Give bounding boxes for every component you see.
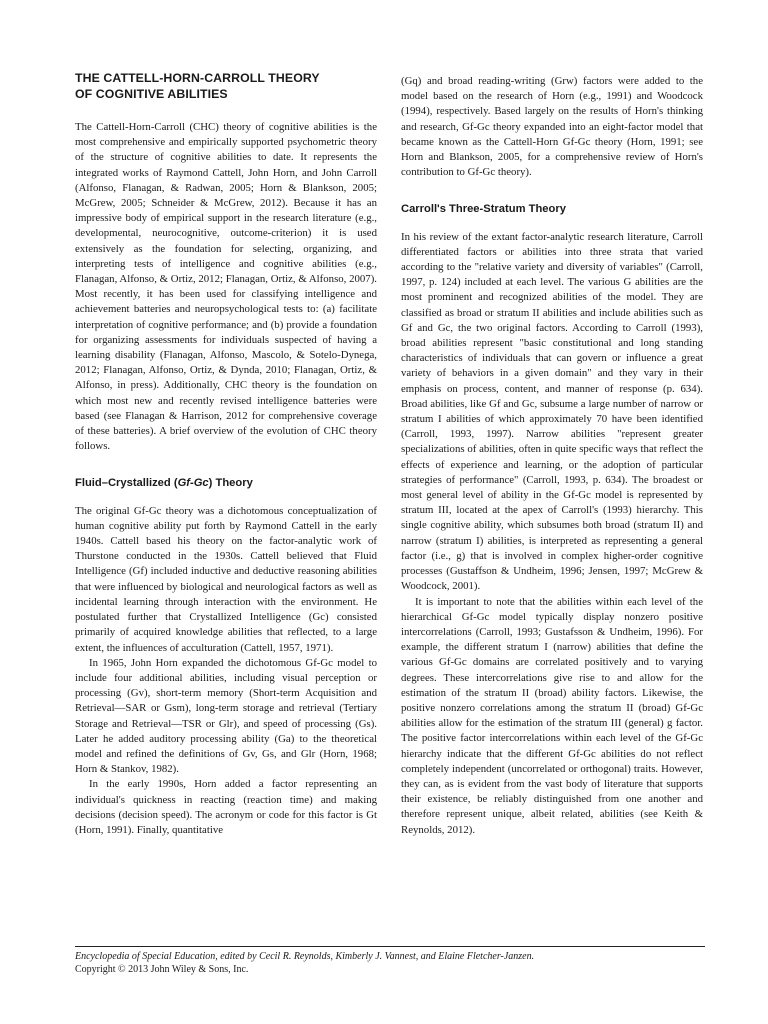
heading-prefix: Fluid–Crystallized ( <box>75 477 178 490</box>
continued-paragraph: (Gq) and broad reading-writing (Grw) factors were added to the model based on the research of Horn (e.g., 1991) and Woodcock (1994), respectively. Based largely on the results of Horn's thinking and research, Gf-Gc theory expanded into an eight-factor model that became known as the Cattell-Horn Gf-Gc theory (Horn, 1991; see Horn and Blankson, 2005, for a comprehensive review of Horn's contribution to Gf-Gc theory). <box>401 75 703 179</box>
title-line-2: OF COGNITIVE ABILITIES <box>75 87 228 101</box>
carroll-paragraph-2: It is important to note that the abilities within each level of the hierarchical Gf-Gc model typically display nonzero positive intercorrelations (Carroll, 1993; Gustafsson & Undheim, 1996). For example, the different stratum I (narrow) abilities that define the various Gf-Gc domains are correlated positively and to varying degrees. These intercorrelations give rise to and allow for the estimation of the stratum II (broad) ability factors. Likewise, the positive nonzero correlations among the stratum II (broad) Gf-Gc abilities allow for the estimation of the stratum III (general) g factor. The positive factor intercorrelations within each level of the Gf-Gc hierarchy indicate that the different Gf-Gc abilities do not reflect completely independent (uncorrelated or orthogonal) traits. However, they can, as is evident from the vast body of literature that supports their existence, be reliably distinguished from one another and therefore represent unique, albeit related, abilities (see Keith & Reynolds, 2012). <box>401 595 703 836</box>
left-column <box>75 70 377 838</box>
heading-abbr: Gf-Gc <box>177 477 209 490</box>
section-heading-gf-gc <box>75 476 377 491</box>
right-column <box>401 74 703 838</box>
article-title <box>75 70 377 102</box>
gf-gc-paragraph-1: The original Gf-Gc theory was a dichotomous conceptualization of human cognitive ability put forth by Raymond Cattell in the early 1940s. Cattell based his theory on the factor-analytic work of Thurstone conducted in the 1930s. Cattell believed that Fluid Intelligence (Gf) included inductive and deductive reasoning abilities that were influenced by biological and neurological factors as well as incidental learning through interaction with the environment. He postulated further that Crystallized Intelligence (Gc) consisted primarily of acquired knowledge abilities that reflected, to a large extent, the influences of acculturation (Cattell, 1957, 1971). <box>75 504 377 654</box>
section-heading-carroll: Carroll's Three-Stratum Theory <box>401 203 566 216</box>
heading-suffix: ) Theory <box>208 477 253 490</box>
gf-gc-paragraph-2: In 1965, John Horn expanded the dichotomous Gf-Gc model to include four additional abilities, including visual perception or processing (Gv), short-term memory (Short-term Acquisition and Retrieval—SAR or Gsm), long-term storage and retrieval (Tertiary Storage and Retrieval—TSR or Glr), and speed of processing (Gs). Later he added auditory processing ability (Ga) to the theoretical model and refined the definitions of Gv, Gs, and Glr (Horn, 1968; Horn & Stankov, 1982). <box>75 656 377 776</box>
footer-citation: Encyclopedia of Special Education, edited by Cecil R. Reynolds, Kimberly J. Vannest, and Elaine Fletcher-Janzen. <box>75 951 535 962</box>
gf-gc-paragraph-3: In the early 1990s, Horn added a factor representing an individual's quickness in reacting (reaction time) and making decisions (decision speed). The acronym or code for this factor is Gt (Horn, 1991). Finally, quantitative <box>75 778 377 836</box>
copyright-footer <box>75 946 705 976</box>
carroll-paragraph-1: In his review of the extant factor-analytic research literature, Carroll differentiated factors or abilities into three strata that varied according to the "relative variety and diversity of variables" (Carroll, 1997, p. 124) included at each level. The various G abilities are the most prominent and recognized abilities of the model. They are classified as broad or stratum II abilities and include abilities such as Gf and Gc, the two original factors. According to Carroll (1993), broad abilities represent "basic constitutional and long standing characteristics of individuals that can govern or influence a great variety of behaviors in a given domain" and they vary in their emphasis on process, content, and manner of response (p. 634). Broad abilities, like Gf and Gc, subsume a large number of narrow or stratum I abilities of which approximately 70 have been identified (Carroll, 1993, 1997). Narrow abilities "represent greater specializations of abilities, often in quite specific ways that reflect the effects of experience and learning, or the adoption of particular strategies of performance" (Carroll, 1993, p. 634). The broadest or most general level of ability in the Gf-Gc model is represented by stratum III, located at the apex of Carroll's (1993) hierarchy. This single cognitive ability, which subsumes both broad (stratum II) and narrow (stratum I) abilities, is interpreted as representing a general factor (i.e., g) that is involved in complex higher-order cognitive processes (Gustaffson & Undheim, 1996; Jensen, 1997; McGrew & Woodcock, 2001). <box>401 230 703 593</box>
footer-copyright: Copyright © 2013 John Wiley & Sons, Inc. <box>75 963 249 975</box>
title-line-1: THE CATTELL-HORN-CARROLL THEORY <box>75 71 320 85</box>
intro-paragraph: The Cattell-Horn-Carroll (CHC) theory of cognitive abilities is the most comprehensive and empirically supported psychometric theory of the structure of cognitive abilities to date. It represents the integrated works of Raymond Cattell, John Horn, and John Carroll (Alfonso, Flanagan, & Radwan, 2005; Horn & Blankson, 2005; McGrew, 2005; Schneider & McGrew, 2012). Because it has an impressive body of empirical support in the research literature (e.g., developmental, neurocognitive, outcome-criterion) it is used extensively as the foundation for selecting, organizing, and interpreting tests of intelligence and cognitive abilities (e.g., Flanagan, Alfonso, & Ortiz, 2012; Flanagan, Ortiz, & Alfonso, 2007). Most recently, it has been used for classifying intelligence and achievement batteries and neuropsychological tests to: (a) facilitate interpretation of cognitive performance; and (b) provide a foundation for organizing assessments for individuals suspected of having a learning disability (Flanagan, Alfonso, Mascolo, & Sotelo-Dynega, 2012; Flanagan, Alfonso, Ortiz, & Dynda, 2010; Flanagan, Ortiz, & Alfonso, in press). Additionally, CHC theory is the foundation on which most new and recently revised intelligence batteries were based (see Flanagan & Harrison, 2012 for comprehensive coverage of these batteries). A brief overview of the evolution of CHC theory follows. <box>75 121 377 453</box>
